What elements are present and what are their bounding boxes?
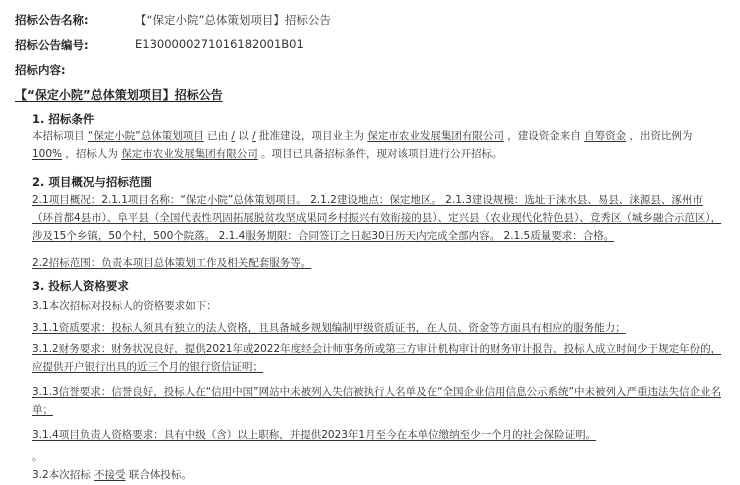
announcement-number-row <box>15 37 304 53</box>
s1-text: 本招标项目 <box>32 130 88 142</box>
consortium-acceptance: 不接受 <box>94 469 126 481</box>
project-overview: 2.1项目概况：2.1.1项目名称：“保定小院”总体策划项目。 2.1.2建设地点：保定地区。 2.1.3建设规模：选址于涞水县、易县、涞源县、涿州市（环首都4县市）、阜平县（全国代表性巩固拓展脱贫攻坚成果同乡村振兴有效衔接的县）、定兴县（农业现代化特色县）、竞秀区（城乡融合示范区），涉及15个乡镇，50个村，500个院落。 2.1.4服务期限：合同签订之日起30日历天内完成全部内容。 2.1.5质量要求：合格。 <box>32 194 722 242</box>
consortium-clause <box>32 466 722 484</box>
project-manager-requirement: 3.1.4项目负责人资格要求：具有中级（含）以上职称，并提供2023年1月至今在本单位缴纳至少一个月的社会保险证明。 <box>32 429 597 441</box>
approval-authority: / <box>231 130 235 142</box>
section-2-heading: 2. 项目概况与招标范围 <box>32 175 152 189</box>
s1-text: 以 <box>234 130 253 142</box>
announcement-name-label: 招标公告名称: <box>15 13 89 27</box>
funding-ratio: 100% <box>32 148 63 160</box>
financial-requirement: 3.1.2财务要求：财务状况良好，提供2021年或2022年度经会计师事务所或第三方审计机构审计的财务审计报告，投标人成立时间少于规定年份的，应提供开户银行出具的近三个月的银行资信证明； <box>32 343 722 373</box>
announcement-content-row <box>15 62 66 78</box>
s1-text: ，出资比例为 <box>626 130 693 142</box>
section-1-heading: 1. 招标条件 <box>32 112 95 126</box>
document-title: 【“保定小院”总体策划项目】招标公告 <box>15 88 223 102</box>
qualification-requirement: 3.1.1资质要求：投标人须具有独立的法人资格，且具备城乡规划编制甲级资质证书，在人员、资金等方面具有相应的服务能力； <box>32 322 626 334</box>
s1-text: ，招标人为 <box>62 148 122 160</box>
section-1-paragraph <box>32 127 722 163</box>
project-name: “保定小院”总体策划项目 <box>87 130 204 142</box>
project-owner: 保定市农业发展集团有限公司 <box>367 130 504 142</box>
announcement-name-value: 【“保定小院”总体策划项目】招标公告 <box>135 13 331 27</box>
separator-dot: 。 <box>32 451 43 463</box>
credit-requirement: 3.1.3信誉要求：信誉良好，投标人在“信用中国”网站中未被列入失信被执行人名单及在“全国企业信用信息公示系统”中未被列入严重违法失信企业名单； <box>32 386 721 416</box>
section-3-heading: 3. 投标人资格要求 <box>32 279 129 293</box>
qualification-intro: 3.1本次招标对投标人的资格要求如下： <box>32 300 217 312</box>
tender-scope: 2.2招标范围：负责本项目总体策划工作及相关配套服务等。 <box>32 257 312 269</box>
announcement-number-value: E1300000271016182001B01 <box>135 37 304 51</box>
announcement-name-row <box>15 12 331 28</box>
s1-text: 批准建设，项目业主为 <box>255 130 368 142</box>
consortium-text: 联合体投标。 <box>125 469 192 481</box>
s1-text: ，建设资金来自 <box>503 130 585 142</box>
funding-source: 自筹资金 <box>584 130 627 142</box>
consortium-text: 3.2本次招标 <box>32 469 95 481</box>
tenderer: 保定市农业发展集团有限公司 <box>121 148 258 160</box>
announcement-number-label: 招标公告编号: <box>15 38 89 52</box>
announcement-content-label: 招标内容: <box>15 63 66 77</box>
s1-text: 。项目已具备招标条件，现对该项目进行公开招标。 <box>257 148 503 160</box>
approval-document: / <box>252 130 256 142</box>
s1-text: 已由 <box>203 130 232 142</box>
